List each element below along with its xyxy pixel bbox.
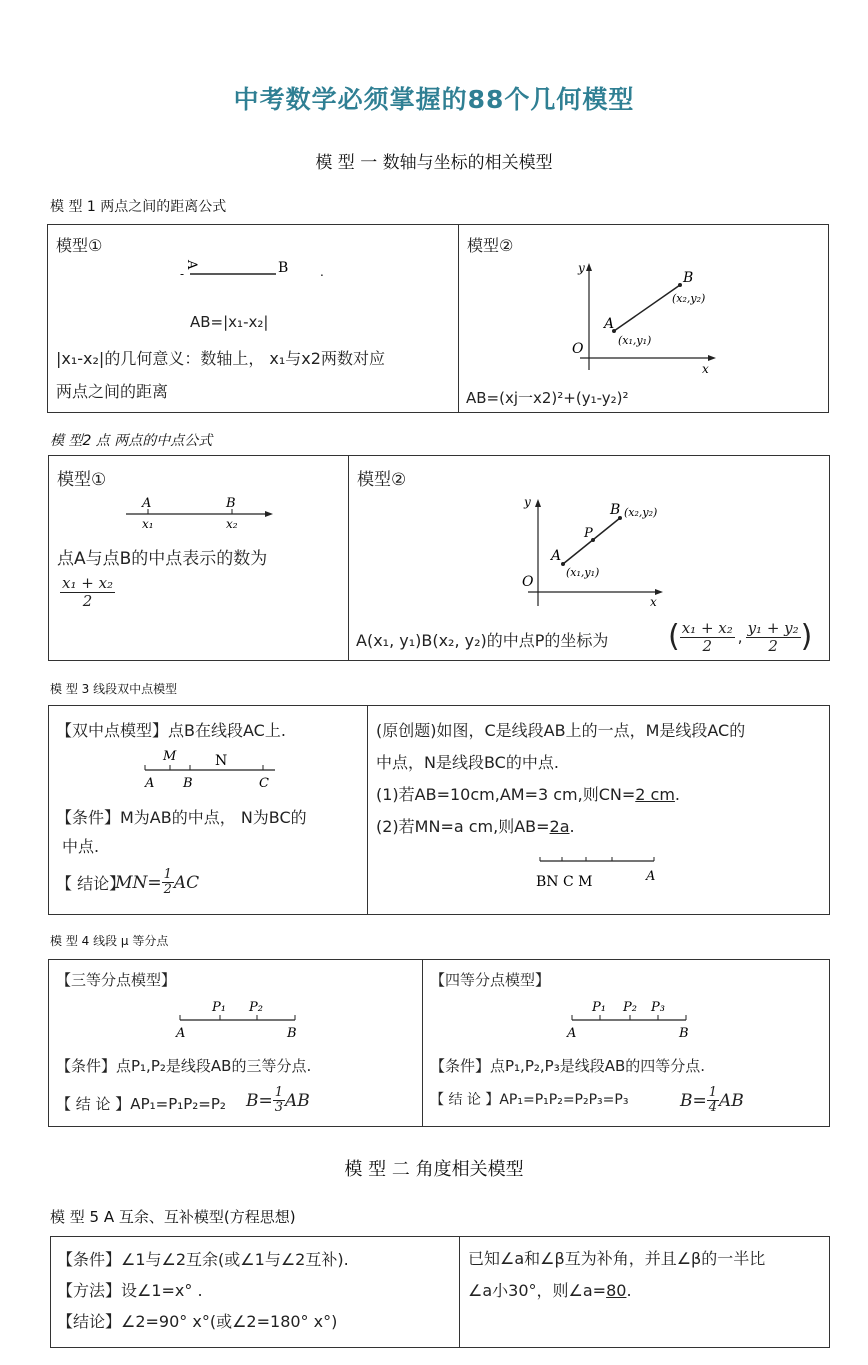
fraction-y-numerator: y₁ + y₂ xyxy=(747,619,799,637)
model-5-divider xyxy=(459,1236,460,1348)
graph-point-a: A xyxy=(551,548,562,564)
quadrisection-p2: P₂ xyxy=(623,1000,637,1015)
coordinate-graph-1 xyxy=(562,258,722,378)
x2-label: x₂ xyxy=(226,517,238,531)
model-1-left-label: 模型① xyxy=(56,236,103,255)
graph-point-b-coord: (x₂,y₂) xyxy=(672,292,706,305)
axis-x-label: x xyxy=(650,595,657,609)
problem-line-1: (原创题)如图，C是线段AB上的一点，M是线段AC的 xyxy=(376,721,746,740)
trisection-conclusion: 【 结 论 】AP₁=P₁P₂=P₂ xyxy=(56,1095,226,1113)
conclusion-numerator: 1 xyxy=(163,867,172,882)
graph-point-b: B xyxy=(610,502,621,518)
model-2-right-label: 模型② xyxy=(357,470,407,490)
trisection-denominator: 3 xyxy=(274,1100,284,1116)
condition-line-1: 【条件】M为AB的中点， N为BC的 xyxy=(56,808,307,827)
fraction-numerator: x₁ + x₂ xyxy=(62,574,114,592)
meaning-line-2: 两点之间的距离 xyxy=(56,382,169,401)
model-3-divider xyxy=(367,705,368,915)
quadrisection-b: B xyxy=(679,1026,689,1041)
point-m-label: M xyxy=(163,749,177,764)
question-2-end: . xyxy=(569,817,575,836)
graph-point-a: A xyxy=(604,316,615,332)
model-1-divider xyxy=(458,224,459,413)
model-2-divider xyxy=(348,455,349,661)
complement-condition: 【条件】∠1与∠2互余(或∠1与∠2互补). xyxy=(57,1250,349,1269)
svg-text:.: . xyxy=(320,265,324,279)
point-a-label: A xyxy=(145,776,155,791)
angle-problem-end: . xyxy=(626,1281,632,1300)
question-2 xyxy=(376,814,575,837)
problem-figure-labels: BN C M xyxy=(536,874,593,890)
question-1 xyxy=(376,782,680,805)
conclusion-lhs: MN= xyxy=(115,872,162,893)
condition-line-2: 中点. xyxy=(62,837,100,856)
trisection-p1: P₁ xyxy=(212,1000,226,1015)
trisection-figure xyxy=(170,993,310,1043)
point-a-label: A xyxy=(142,496,152,511)
quadrisection-p1: P₁ xyxy=(592,1000,606,1015)
quadrisection-p3: P₃ xyxy=(651,1000,665,1015)
quadrisection-formula xyxy=(680,1086,744,1116)
trisection-condition: 【条件】点P₁,P₂是线段AB的三等分点. xyxy=(56,1057,312,1075)
fraction-denominator: 2 xyxy=(82,591,93,610)
svg-text:-: - xyxy=(180,267,185,281)
axis-x-label: x xyxy=(702,362,709,376)
coordinate-graph-2 xyxy=(508,490,668,612)
conclusion-label: 【 结论】 xyxy=(56,874,126,894)
graph-point-a-coord: (x₁,y₁) xyxy=(566,566,600,579)
quadrisection-condition: 【条件】点P₁,P₂,P₃是线段AB的四等分点. xyxy=(430,1057,706,1075)
model-2-heading: 模 型2 点 两点的中点公式 xyxy=(50,433,213,449)
problem-line-2: 中点，N是线段BC的中点. xyxy=(376,753,559,772)
complement-method: 【方法】设∠1=x° . xyxy=(57,1281,203,1300)
question-2-text: (2)若MN=a cm,则AB= xyxy=(376,817,550,836)
trisection-a: A xyxy=(176,1026,186,1041)
origin-label: O xyxy=(522,574,534,590)
quadrisection-figure xyxy=(562,993,702,1043)
midpoint-number-line xyxy=(120,492,280,534)
axis-y-label: y xyxy=(578,261,585,275)
point-b-label: B xyxy=(226,496,236,511)
question-1-end: . xyxy=(674,785,681,804)
model-1-heading: 模 型 1 两点之间的距离公式 xyxy=(50,199,227,215)
model-5-heading: 模 型 5 A 互余、互补模型(方程思想) xyxy=(50,1208,296,1226)
quadrisection-conclusion: 【 结 论 】AP₁=P₁P₂=P₂P₃=P₃ xyxy=(430,1092,629,1108)
number-line-figure xyxy=(170,250,340,290)
trisection-formula-rhs: AB xyxy=(285,1090,310,1111)
graph-point-b-coord: (x₂,y₂) xyxy=(624,506,658,519)
model-1-right-label: 模型② xyxy=(467,236,514,255)
quadrisection-a: A xyxy=(567,1026,577,1041)
trisection-title: 【三等分点模型】 xyxy=(56,971,177,989)
point-a-label: A xyxy=(184,260,199,270)
conclusion-rhs: AC xyxy=(173,872,200,893)
graph-point-p: P xyxy=(584,526,593,541)
page-title: 中考数学必须掌握的88个几何模型 xyxy=(233,85,635,114)
chapter-heading-2: 模 型 二 角度相关模型 xyxy=(344,1159,524,1180)
model-4-divider xyxy=(422,959,423,1127)
chapter-heading-1: 模 型 一 数轴与坐标的相关模型 xyxy=(315,153,553,173)
quadrisection-title: 【四等分点模型】 xyxy=(430,971,551,989)
question-2-answer: 2a xyxy=(549,817,570,836)
complement-conclusion: 【结论】∠2=90° x°(或∠2=180° x°) xyxy=(57,1312,338,1331)
fraction-y-denominator: 2 xyxy=(768,636,778,655)
trisection-formula-lhs: B= xyxy=(246,1090,273,1111)
trisection-numerator: 1 xyxy=(274,1085,284,1100)
point-b-label: B xyxy=(278,260,289,276)
double-midpoint-title: 【双中点模型】点B在线段AC上. xyxy=(56,721,286,740)
question-1-text: (1)若AB=10cm,AM=3 cm,则CN= xyxy=(376,785,636,804)
x1-label: x₁ xyxy=(142,517,154,531)
model-4-heading: 模 型 4 线段 μ 等分点 xyxy=(50,934,169,948)
problem-figure xyxy=(530,850,670,895)
model-3-heading: 模 型 3 线段双中点模型 xyxy=(50,682,178,696)
midpoint-fraction xyxy=(60,575,115,609)
angle-problem-answer: 80 xyxy=(606,1281,627,1300)
midpoint-coord-text: A(x₁, y₁)B(x₂, y₂)的中点P的坐标为 xyxy=(356,631,609,650)
graph-point-b: B xyxy=(683,270,694,286)
point-c-label: C xyxy=(259,776,269,791)
angle-problem-text: ∠a小30°，则∠a= xyxy=(468,1281,607,1300)
conclusion-denominator: 2 xyxy=(163,882,172,898)
midpoint-text: 点A与点B的中点表示的数为 xyxy=(57,549,268,569)
meaning-line-1: |x₁-x₂|的几何意义：数轴上， x₁与x2两数对应 xyxy=(56,349,385,368)
graph-point-a-coord: (x₁,y₁) xyxy=(618,334,652,347)
model-2-left-label: 模型① xyxy=(57,470,107,490)
question-1-answer: 2 cm xyxy=(635,785,675,804)
origin-label: O xyxy=(572,341,584,357)
problem-figure-point-a: A xyxy=(646,869,656,884)
trisection-b: B xyxy=(287,1026,297,1041)
quadrisection-numerator: 1 xyxy=(708,1085,718,1100)
conclusion-line xyxy=(56,868,199,898)
distance-formula: AB=|x₁-x₂| xyxy=(190,313,269,331)
angle-problem-line-2 xyxy=(468,1278,632,1301)
trisection-formula xyxy=(246,1086,310,1116)
point-b-label: B xyxy=(183,776,193,791)
angle-problem-line-1: 已知∠a和∠β互为补角，并且∠β的一半比 xyxy=(468,1249,766,1268)
point-n-label: N xyxy=(215,753,228,769)
midpoint-coord-fraction: ( $\frac{\text{x₁ + x₂}}{2}$ , $\frac{\text{y₁ + y₂}}{2}$ ) xyxy=(668,619,813,655)
axis-y-label: y xyxy=(524,495,531,509)
double-midpoint-figure xyxy=(135,745,285,791)
quadrisection-denominator: 4 xyxy=(708,1100,718,1116)
distance-formula-2d: AB=(xj一x2)²+(y₁-y₂)² xyxy=(466,389,629,407)
quadrisection-formula-lhs: B= xyxy=(680,1090,707,1111)
fraction-x-denominator: 2 xyxy=(702,636,713,655)
quadrisection-formula-rhs: AB xyxy=(719,1090,744,1111)
trisection-p2: P₂ xyxy=(249,1000,263,1015)
fraction-x-numerator: x₁ + x₂ xyxy=(681,619,733,637)
